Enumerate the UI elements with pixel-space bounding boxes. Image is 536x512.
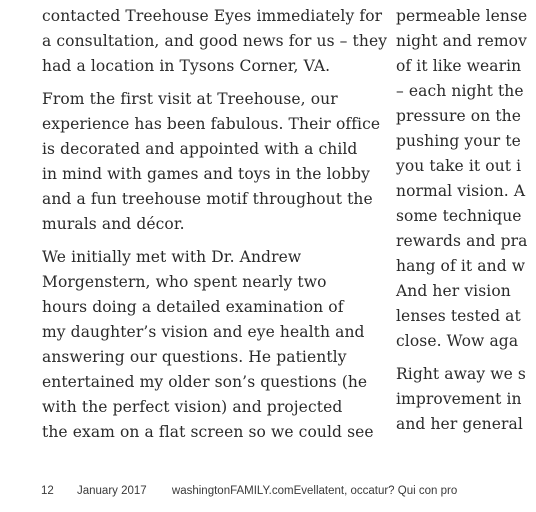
text-line: contacted Treehouse Eyes immediately for: [42, 7, 383, 25]
text-line: From the first visit at Treehouse, our: [42, 90, 338, 108]
text-line: and her general: [396, 415, 523, 433]
paragraph: [42, 87, 381, 237]
text-line: rewards and pra: [396, 232, 528, 250]
right-text-column: [396, 4, 536, 437]
text-line: with the perfect vision) and projected: [42, 398, 343, 416]
text-line: – each night the: [396, 82, 524, 100]
text-line: is decorated and appointed with a child: [42, 140, 358, 158]
text-line: pressure on the: [396, 107, 522, 125]
text-line: you take it out i: [396, 157, 522, 175]
text-line: lenses tested at: [396, 307, 521, 325]
text-line: some technique: [396, 207, 522, 225]
text-line: night and remov: [396, 32, 527, 50]
text-line: murals and décor.: [42, 215, 185, 233]
text-line: improvement in: [396, 390, 522, 408]
text-line: my daughter’s vision and eye health and: [42, 323, 365, 341]
text-line: experience has been fabulous. Their office: [42, 115, 381, 133]
text-line: We initially met with Dr. Andrew: [42, 248, 302, 266]
text-line: entertained my older son’s questions (he: [42, 373, 368, 391]
paragraph: [396, 362, 536, 437]
issue-date: January 2017: [77, 485, 147, 497]
text-line: Right away we s: [396, 365, 526, 383]
text-line: hang of it and w: [396, 257, 526, 275]
paragraph: [42, 4, 388, 79]
text-line: permeable lense: [396, 7, 528, 25]
text-line: the exam on a flat screen so we could see: [42, 423, 374, 441]
text-line: close. Wow aga: [396, 332, 519, 350]
page-footer: [41, 485, 457, 497]
text-line: and a fun treehouse motif throughout the: [42, 190, 373, 208]
text-line: pushing your te: [396, 132, 521, 150]
footer-site: washingtonFAMILY.comEvellatent, occatur? Qui con pro: [171, 485, 458, 497]
text-line: answering our questions. He patiently: [42, 348, 347, 366]
paragraph: [396, 4, 536, 354]
text-line: Morgenstern, who spent nearly two: [42, 273, 327, 291]
text-line: a consultation, and good news for us – they: [42, 32, 388, 50]
text-line: in mind with games and toys in the lobby: [42, 165, 370, 183]
text-line: And her vision: [396, 282, 511, 300]
text-line: of it like wearin: [396, 57, 522, 75]
text-line: hours doing a detailed examination of: [42, 298, 344, 316]
page-number: 12: [41, 485, 54, 497]
left-text-column: [42, 4, 388, 445]
paragraph: [42, 245, 372, 445]
text-line: normal vision. A: [396, 182, 526, 200]
text-line: had a location in Tysons Corner, VA.: [42, 57, 331, 75]
